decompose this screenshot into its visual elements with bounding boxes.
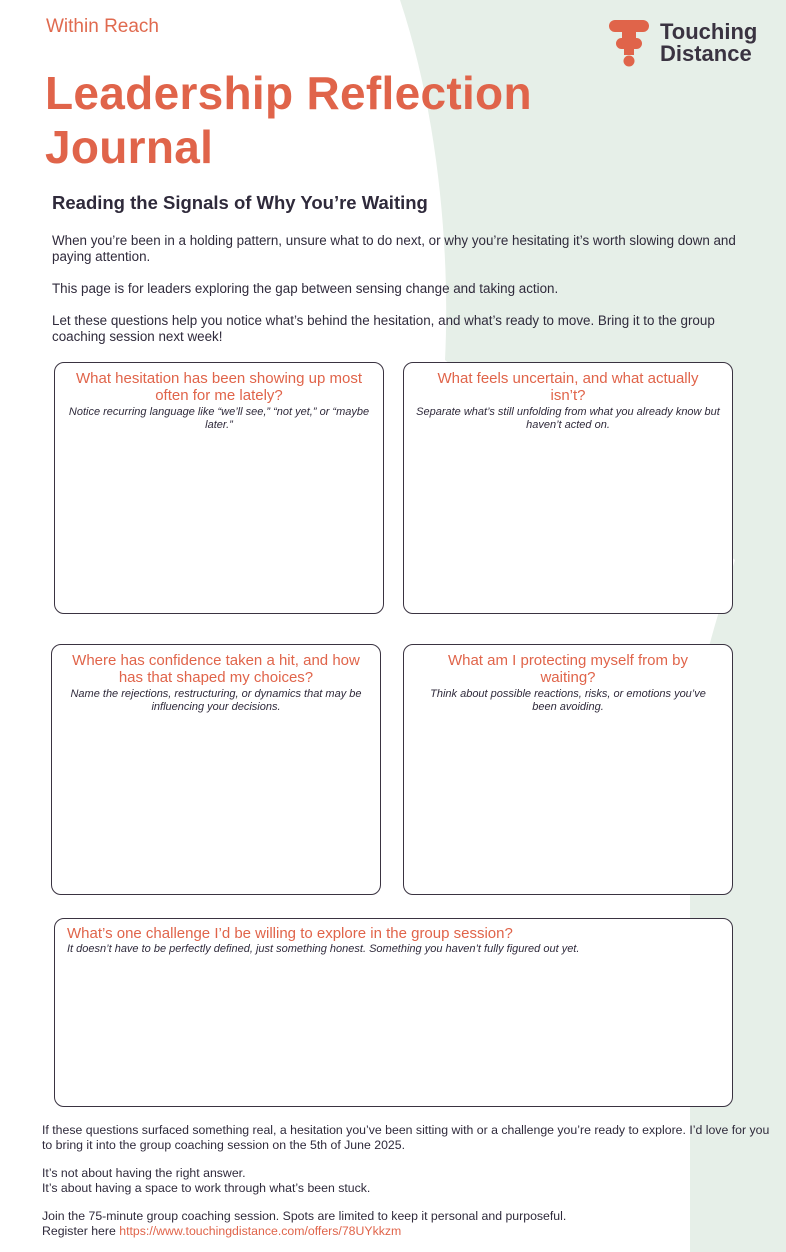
footer-line: It’s not about having the right answer. xyxy=(42,1166,246,1180)
section-subtitle: Reading the Signals of Why You’re Waiting xyxy=(52,192,428,213)
brand-name-line2: Distance xyxy=(660,41,752,66)
reflection-card-protecting[interactable] xyxy=(403,644,733,895)
page-title-line1: Leadership Reflection xyxy=(45,67,532,119)
footer-paragraph xyxy=(42,1209,772,1238)
page-title-line2: Journal xyxy=(45,121,214,173)
footer-text xyxy=(42,1123,772,1252)
brand-name xyxy=(660,21,757,65)
card-question: What am I protecting myself from by waiting? xyxy=(447,652,689,686)
card-hint: Notice recurring language like “we’ll see,” “not yet,” or “maybe later.” xyxy=(68,406,370,431)
intro-paragraph: Let these questions help you notice what’s behind the hesitation, and what’s ready to move. Bring it to the group coaching session next week! xyxy=(52,313,715,344)
card-question: What hesitation has been showing up most often for me lately? xyxy=(75,370,362,404)
card-hint: Think about possible reactions, risks, or emotions you’ve been avoiding. xyxy=(430,688,706,713)
brand-logo xyxy=(608,18,757,68)
footer-line: It’s about having a space to work through what’s been stuck. xyxy=(42,1180,371,1195)
register-link[interactable]: https://www.touchingdistance.com/offers/78UYkkzm xyxy=(119,1223,402,1238)
kicker-text: Within Reach xyxy=(46,16,159,37)
card-hint: Name the rejections, restructuring, or dynamics that may be influencing your decisions. xyxy=(70,688,362,713)
intro-text xyxy=(52,233,752,361)
footer-line: Join the 75-minute group coaching session. Spots are limited to keep it personal and purposeful. xyxy=(42,1209,567,1223)
footer-paragraph xyxy=(42,1166,772,1195)
brand-name-line1: Touching xyxy=(660,19,758,44)
page-title xyxy=(45,66,532,174)
card-hint: Separate what’s still unfolding from what you already know but haven’t acted on. xyxy=(416,406,720,431)
card-question: What’s one challenge I’d be willing to explore in the group session? xyxy=(67,925,513,942)
intro-paragraph: This page is for leaders exploring the gap between sensing change and taking action. xyxy=(52,281,559,296)
card-hint: It doesn’t have to be perfectly defined, just something honest. Something you haven’t fully figured out yet. xyxy=(67,943,580,955)
reflection-card-confidence[interactable] xyxy=(51,644,381,895)
reflection-card-challenge[interactable] xyxy=(54,918,733,1107)
reflection-card-hesitation[interactable] xyxy=(54,362,384,614)
touching-distance-logo-icon xyxy=(608,18,652,68)
reflection-card-uncertain[interactable] xyxy=(403,362,733,614)
register-label: Register here xyxy=(42,1223,116,1238)
card-question: Where has confidence taken a hit, and how has that shaped my choices? xyxy=(72,652,360,686)
intro-paragraph: When you’re been in a holding pattern, unsure what to do next, or why you’re hesitating it’s worth slowing down and paying attention. xyxy=(52,233,736,264)
card-question: What feels uncertain, and what actually isn’t? xyxy=(437,370,699,404)
footer-paragraph: If these questions surfaced something real, a hesitation you’ve been sitting with or a challenge you’re ready to explore. I’d love for you to bring it into the group coaching session on the 5th of June 2025. xyxy=(42,1123,770,1152)
